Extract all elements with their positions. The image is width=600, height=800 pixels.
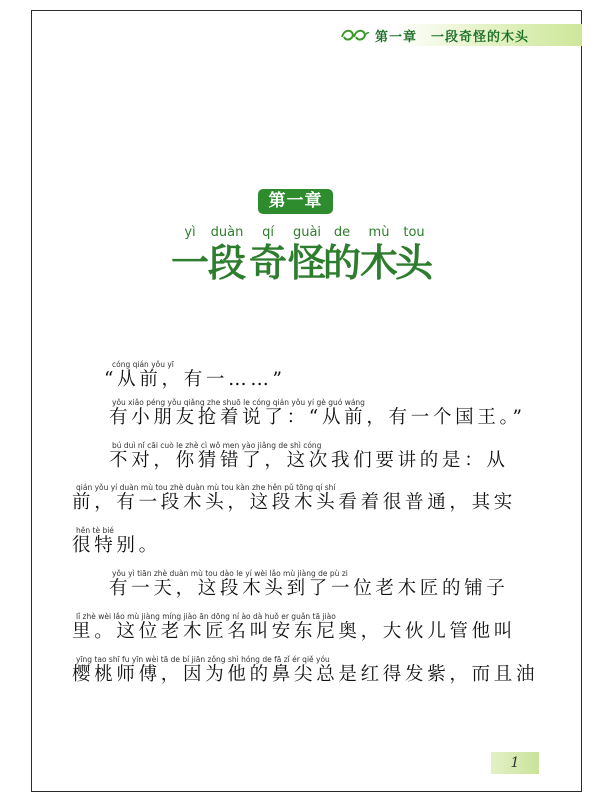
line-3-text: 不对，你猜错了，这次我们要讲的是：从 xyxy=(109,450,509,471)
line-7-pinyin: lǐ zhè wèi lǎo mù jiàng míng jiào ān dōng ní ào dà huǒ er guǎn tā jiào xyxy=(76,612,336,621)
line-1-pinyin: cóng qián yǒu yī xyxy=(112,360,174,369)
line-4-pinyin: qián yǒu yí duàn mù tou zhè duàn mù tou kàn zhe hěn pǔ tōng qí shí xyxy=(76,483,336,492)
line-8-pinyin: yīng tao shī fu yīn wèi tā de bí jiān zǒng shì hóng de fā zǐ ér qiě yóu xyxy=(76,655,330,664)
title-pinyin-syllable: qí xyxy=(262,225,274,240)
title-pinyin-syllable: guài xyxy=(292,225,322,240)
title-char: 段 xyxy=(207,240,246,285)
leaf-ornament-icon xyxy=(340,27,370,43)
line-2-pinyin: yǒu xiǎo péng yǒu qiǎng zhe shuō le cóng qián yǒu yí gè guó wáng xyxy=(112,398,365,407)
title-char: 木 xyxy=(359,240,398,285)
running-head-title: 第一章 一段奇怪的木头 xyxy=(375,30,530,45)
title-char: 怪 xyxy=(287,240,326,285)
line-6-text: 有一天，这段木头到了一位老木匠的铺子 xyxy=(109,578,509,599)
line-3-pinyin: bú duì nǐ cāi cuò le zhè cì wǒ men yào jiǎng de shì cóng xyxy=(112,441,322,450)
line-5-pinyin: hěn tè bié xyxy=(76,526,114,535)
title-char: 奇 xyxy=(248,240,287,285)
line-8-text: 樱桃师傅，因为他的鼻尖总是红得发紫，而且油 xyxy=(72,664,539,685)
title-pinyin-syllable: mù xyxy=(368,225,390,240)
line-1-text: “从前，有一……” xyxy=(104,369,286,390)
line-7-text: 里。这位老木匠名叫安东尼奥，大伙儿管他叫 xyxy=(72,621,517,642)
line-5-text: 很特别。 xyxy=(72,535,161,556)
title-pinyin-syllable: de xyxy=(333,225,351,240)
line-2-text: 有小朋友抢着说了：“从前，有一个国王。” xyxy=(109,407,526,428)
chapter-title xyxy=(0,240,600,286)
line-4-text: 前，有一段木头，这段木头看着很普通，其实 xyxy=(72,492,517,513)
title-char: 头 xyxy=(394,240,433,285)
title-char: 一 xyxy=(170,240,209,285)
page-number: 1 xyxy=(510,755,520,771)
title-pinyin-syllable: tou xyxy=(403,225,425,240)
chapter-badge: 第一章 xyxy=(258,189,333,214)
title-char: 的 xyxy=(322,240,361,285)
line-6-pinyin: yǒu yì tiān zhè duàn mù tou dào le yí wèi lǎo mù jiàng de pù zi xyxy=(112,569,348,578)
title-pinyin-syllable: duàn xyxy=(210,225,244,240)
title-pinyin-syllable: yì xyxy=(184,225,196,240)
